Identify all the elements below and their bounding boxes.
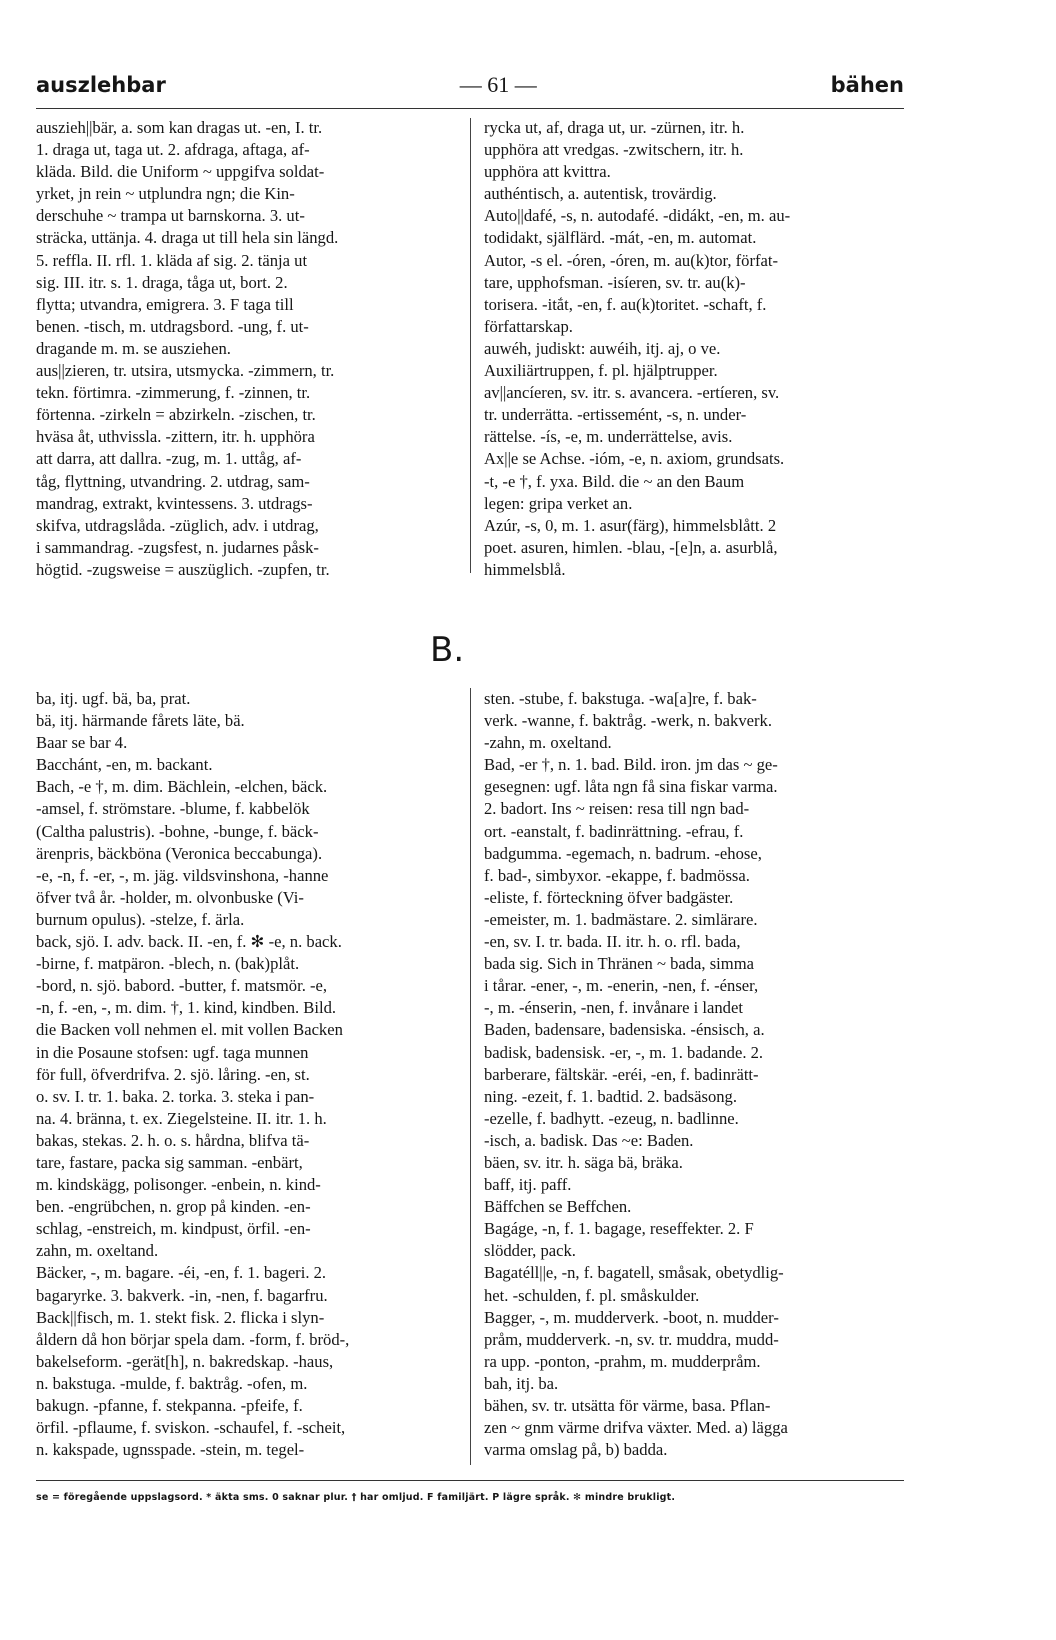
text-line: o. sv. I. tr. 1. baka. 2. torka. 3. steka i pan- <box>36 1086 315 1106</box>
text-line: öfver två år. -holder, m. olvonbuske (Vi- <box>36 887 304 907</box>
text-line: författarskap. <box>484 316 573 336</box>
text-line: ben. -engrübchen, n. grop på kinden. -en- <box>36 1197 311 1217</box>
text-line: 5. reffla. II. rfl. 1. kläda af sig. 2. tänja ut <box>36 250 308 270</box>
column-right-bottom <box>484 688 909 1461</box>
text-line: auwéh, judiskt: auwéih, itj. aj, o ve. <box>484 338 721 358</box>
text-line: (Caltha palustris). -bohne, -bunge, f. bäck- <box>36 821 319 841</box>
text-line: badisk, badensisk. -er, -, m. 1. badande. 2. <box>484 1042 764 1062</box>
text-line: tare, upphofsman. -isíeren, sv. tr. au(k)- <box>484 272 746 292</box>
text-line: att darra, att dallra. -zug, m. 1. uttåg, af- <box>36 449 302 469</box>
text-line: gesegnen: ugf. låta ngn få sina fiskar varma. <box>484 777 778 797</box>
text-line: bä, itj. härmande fårets läte, bä. <box>36 711 245 731</box>
column-right-top <box>484 117 909 581</box>
text-line: f. bad-, simbyxor. -ekappe, f. badmössa. <box>484 865 750 885</box>
text-line: bäen, sv. itr. h. säga bä, bräka. <box>484 1152 683 1172</box>
footer-rule <box>36 1480 904 1481</box>
text-line: die Backen voll nehmen el. mit vollen Backen <box>36 1020 343 1040</box>
abbreviation-legend: se = föregående uppslagsord. * äkta sms. 0 saknar plur. † har omljud. F familjärt. P lägre språk. ✻ mindre brukligt. <box>36 1492 676 1503</box>
header-right-guideword: bähen <box>830 73 904 97</box>
column-divider-bottom <box>470 688 471 1465</box>
text-line: Bagger, -, m. mudderverk. -boot, n. mudder- <box>484 1307 779 1327</box>
header-rule <box>36 108 904 109</box>
text-line: Bacchánt, -en, m. backant. <box>36 755 213 775</box>
text-line: -n, f. -en, -, m. dim. †, 1. kind, kindben. Bild. <box>36 998 337 1018</box>
text-line: torisera. -itắt, -en, f. au(k)toritet. -schaft, f. <box>484 294 767 314</box>
text-line: pråm, mudderverk. -n, sv. tr. muddra, mudd- <box>484 1329 779 1349</box>
text-line: Ax||e se Achse. -ióm, -e, n. axiom, grundsats. <box>484 449 785 469</box>
text-line: av||ancíeren, sv. itr. s. avancera. -ertíeren, sv. <box>484 383 780 403</box>
text-line: dragande m. m. se ausziehen. <box>36 338 231 358</box>
text-line: hväsa åt, uthvissla. -zittern, itr. h. upphöra <box>36 427 315 447</box>
text-line: yrket, jn rein ~ utplundra ngn; die Kin- <box>36 184 295 204</box>
text-line: högtid. -zugsweise = auszüglich. -zupfen, tr. <box>36 559 330 579</box>
text-line: Autor, -s el. -óren, -óren, m. au(k)tor, förfat- <box>484 250 779 270</box>
text-line: sträcka, uttänja. 4. draga ut till hela sin längd. <box>36 228 339 248</box>
text-line: zahn, m. oxeltand. <box>36 1241 159 1261</box>
text-line: -, m. -énserin, -nen, f. invånare i landet <box>484 998 743 1018</box>
text-line: tåg, flyttning, utvandring. 2. utdrag, sam- <box>36 471 310 491</box>
column-left-top <box>36 117 461 581</box>
text-line: bakelseform. -gerät[h], n. bakredskap. -haus, <box>36 1351 334 1371</box>
header-left-guideword: auszlehbar <box>36 73 166 97</box>
text-line: sig. III. itr. s. 1. draga, tåga ut, bort. 2. <box>36 272 288 292</box>
text-line: schlag, -enstreich, m. kindpust, örfil. -en- <box>36 1219 311 1239</box>
text-line: varma omslag på, b) badda. <box>484 1440 668 1460</box>
text-line: -ezelle, f. badhytt. -ezeug, n. badlinne. <box>484 1108 739 1128</box>
text-line: n. kakspade, ugnsspade. -stein, m. tegel- <box>36 1440 305 1460</box>
text-line: back, sjö. I. adv. back. II. -en, f. ✻ -e, n. back. <box>36 932 342 952</box>
text-line: bagaryrke. 3. bakverk. -in, -nen, f. bagarfru. <box>36 1285 328 1305</box>
text-line: -isch, a. badisk. Das ~e: Baden. <box>484 1130 694 1150</box>
text-line: badgumma. -egemach, n. badrum. -ehose, <box>484 843 762 863</box>
text-line: benen. -tisch, m. utdragsbord. -ung, f. ut- <box>36 316 309 336</box>
text-line: ba, itj. ugf. bä, ba, prat. <box>36 689 191 708</box>
text-line: derschuhe ~ trampa ut barnskorna. 3. ut- <box>36 206 305 226</box>
text-line: bada sig. Sich in Thränen ~ bada, simma <box>484 954 754 974</box>
text-line: Bagáge, -n, f. 1. bagage, reseffekter. 2. F <box>484 1219 754 1239</box>
text-line: Auto||dafé, -s, n. autodafé. -didákt, -en, m. au- <box>484 206 791 226</box>
text-line: -t, -e †, f. yxa. Bild. die ~ an den Baum <box>484 471 745 491</box>
text-line: -en, sv. I. tr. bada. II. itr. h. o. rfl. bada, <box>484 932 741 952</box>
text-line: Bach, -e †, m. dim. Bächlein, -elchen, bäck. <box>36 777 328 797</box>
text-line: na. 4. bränna, t. ex. Ziegelsteine. II. itr. 1. h. <box>36 1108 327 1128</box>
text-line: förtenna. -zirkeln = abzirkeln. -zischen, tr. <box>36 405 316 425</box>
text-line: -bord, n. sjö. babord. -butter, f. matsmör. -e, <box>36 976 328 996</box>
text-line: upphöra att kvittra. <box>484 162 611 182</box>
page-number: — 61 — <box>459 72 537 97</box>
text-line: kläda. Bild. die Uniform ~ uppgifva soldat- <box>36 162 325 182</box>
text-line: in die Posaune stofsen: ugf. taga munnen <box>36 1042 309 1062</box>
text-line: legen: gripa verket an. <box>484 493 633 513</box>
running-header <box>36 72 904 98</box>
text-line: flytta; utvandra, emigrera. 3. F taga till <box>36 294 294 314</box>
text-line: -emeister, m. 1. badmästare. 2. simlärare. <box>484 909 758 929</box>
text-line: zen ~ gnm värme drifva växter. Med. a) lägga <box>484 1418 788 1438</box>
text-line: bah, itj. ba. <box>484 1373 559 1393</box>
page-left-edge <box>0 0 34 1640</box>
text-line: Bäcker, -, m. bagare. -éi, -en, f. 1. bageri. 2. <box>36 1263 327 1283</box>
text-line: 1. draga ut, taga ut. 2. afdraga, aftaga, af- <box>36 140 310 160</box>
text-line: -zahn, m. oxeltand. <box>484 733 612 753</box>
text-line: åldern då hon börjar spela dam. -form, f. bröd-, <box>36 1329 350 1349</box>
text-line: tekn. förtimra. -zimmerung, f. -zinnen, tr. <box>36 383 311 403</box>
text-line: tare, fastare, packa sig samman. -enbärt, <box>36 1152 303 1172</box>
text-line: authéntisch, a. autentisk, trovärdig. <box>484 184 717 204</box>
text-line: todidakt, själflärd. -mát, -en, m. automat. <box>484 228 757 248</box>
text-line: bakas, stekas. 2. h. o. s. hårdna, blifva tä- <box>36 1130 310 1150</box>
text-line: verk. -wanne, f. baktråg. -werk, n. bakverk. <box>484 711 772 731</box>
text-line: baff, itj. paff. <box>484 1175 572 1195</box>
text-line: -e, -n, f. -er, -, m. jäg. vildsvinshona, -hanne <box>36 865 329 885</box>
text-line: Bäffchen se Beffchen. <box>484 1197 632 1217</box>
text-line: ort. -eanstalt, f. badinrättning. -efrau, f. <box>484 821 744 841</box>
text-line: -amsel, f. strömstare. -blume, f. kabbelök <box>36 799 310 819</box>
text-line: upphöra att vredgas. -zwitschern, itr. h. <box>484 140 744 160</box>
text-line: mandrag, extrakt, kvintessens. 3. utdrags- <box>36 493 313 513</box>
column-divider-top <box>470 118 471 573</box>
text-line: auszieh||bär, a. som kan dragas ut. -en, I. tr. <box>36 118 323 137</box>
text-line: -eliste, f. förteckning öfver badgäster. <box>484 887 734 907</box>
text-line: Back||fisch, m. 1. stekt fisk. 2. flicka i slyn- <box>36 1307 325 1327</box>
text-line: Bagatéll||e, -n, f. bagatell, småsak, obetydlig- <box>484 1263 784 1283</box>
text-line: tr. underrätta. -ertissemént, -s, n. under- <box>484 405 747 425</box>
text-line: Baden, badensare, badensiska. -énsisch, a. <box>484 1020 765 1040</box>
text-line: barberare, fältskär. -eréi, -en, f. badinrätt- <box>484 1064 759 1084</box>
text-line: Azúr, -s, 0, m. 1. asur(färg), himmelsblått. 2 <box>484 515 777 535</box>
text-line: slödder, pack. <box>484 1241 576 1261</box>
text-line: örfil. -pflaume, f. sviskon. -schaufel, f. -scheit, <box>36 1418 346 1438</box>
text-line: skifva, utdragslåda. -züglich, adv. i utdrag, <box>36 515 319 535</box>
text-line: i tårar. -ener, -, m. -enerin, -nen, f. -énser, <box>484 976 759 996</box>
column-left-bottom <box>36 688 461 1461</box>
text-line: i sammandrag. -zugsfest, n. judarnes påsk- <box>36 537 319 557</box>
text-line: rättelse. -ís, -e, m. underrättelse, avis. <box>484 427 733 447</box>
text-line: bähen, sv. tr. utsätta för värme, basa. Pflan- <box>484 1396 771 1415</box>
text-line: rycka ut, af, draga ut, ur. -zürnen, itr. h. <box>484 118 745 137</box>
text-line: burnum opulus). -stelze, f. ärla. <box>36 909 245 929</box>
text-line: 2. badort. Ins ~ reisen: resa till ngn bad- <box>484 799 750 819</box>
text-line: ärenpris, bäckböna (Veronica beccabunga). <box>36 843 323 863</box>
text-line: m. kindskägg, polisonger. -enbein, n. kind- <box>36 1175 321 1195</box>
text-line: poet. asuren, himlen. -blau, -[e]n, a. asurblå, <box>484 537 778 557</box>
text-line: Baar se bar 4. <box>36 733 128 753</box>
text-line: för full, öfverdrifva. 2. sjö. låring. -en, st. <box>36 1064 310 1084</box>
text-line: -birne, f. matpäron. -blech, n. (bak)plåt. <box>36 954 300 974</box>
text-line: het. -schulden, f. pl. småskulder. <box>484 1285 700 1305</box>
text-line: bakugn. -pfanne, f. stekpanna. -pfeife, f. <box>36 1396 303 1415</box>
text-line: Auxiliärtruppen, f. pl. hjälptrupper. <box>484 361 718 381</box>
text-line: sten. -stube, f. bakstuga. -wa[a]re, f. bak- <box>484 689 757 708</box>
section-letter: B. <box>430 630 465 670</box>
text-line: n. bakstuga. -mulde, f. baktråg. -ofen, m. <box>36 1373 308 1393</box>
text-line: aus||zieren, tr. utsira, utsmycka. -zimmern, tr. <box>36 361 335 381</box>
text-line: himmelsblå. <box>484 559 566 579</box>
text-line: ra upp. -ponton, -prahm, m. mudderpråm. <box>484 1351 761 1371</box>
text-line: Bad, -er †, n. 1. bad. Bild. iron. jm das ~ ge- <box>484 755 778 775</box>
text-line: ning. -ezeit, f. 1. badtid. 2. badsäsong. <box>484 1086 737 1106</box>
